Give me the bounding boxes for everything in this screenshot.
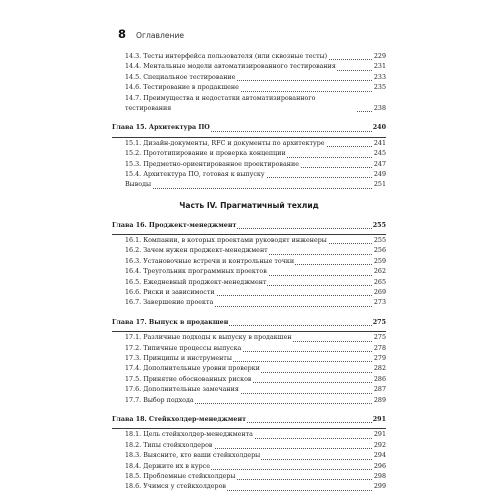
toc-section-entry bbox=[112, 278, 386, 288]
section-title bbox=[125, 298, 214, 308]
toc-section-entry bbox=[112, 246, 386, 256]
section-title bbox=[125, 257, 295, 267]
section-title-text: Цель стейкхолдер-менеджмента bbox=[143, 431, 253, 439]
section-title-text: Дополнительные замечания bbox=[143, 386, 239, 394]
toc-section-entry bbox=[112, 462, 386, 472]
section-number: 18.5. bbox=[125, 472, 142, 480]
page-ref: 249 bbox=[373, 170, 386, 180]
toc-section-entry bbox=[112, 354, 386, 364]
section-title-text: Различные подходы к выпуску в продакшен bbox=[143, 334, 292, 342]
section-number: 16.7. bbox=[125, 299, 142, 307]
section-title-text: Тесты интерфейса пользователя (или сквозные тесты) bbox=[143, 53, 328, 60]
section-title-text: Зачем нужен проджект-менеджмент bbox=[143, 247, 268, 255]
part-heading: Часть IV. Прагматичный техлид bbox=[179, 200, 319, 210]
section-title bbox=[125, 344, 242, 354]
toc-section-entry bbox=[112, 288, 386, 298]
page-ref: 282 bbox=[373, 364, 386, 374]
toc-section-entry bbox=[112, 333, 386, 343]
page-ref: 286 bbox=[373, 375, 386, 385]
section-title bbox=[125, 364, 261, 374]
page-ref: 275 bbox=[372, 318, 386, 328]
section-title-text: Установочные встречи и контрольные точки bbox=[143, 257, 295, 265]
page-ref: 229 bbox=[373, 52, 386, 62]
section-title bbox=[125, 451, 261, 461]
section-title-text: Типичные процессы выпуска bbox=[143, 344, 242, 352]
section-title-text: Прототипирование и проверка концепции bbox=[143, 150, 286, 158]
page-ref: 294 bbox=[373, 451, 386, 461]
section-title-text: Держите их в курсе bbox=[143, 462, 210, 470]
section-title-text: Принятие обоснованных рисков bbox=[143, 375, 252, 383]
page-ref: 298 bbox=[373, 472, 386, 482]
section-title bbox=[125, 170, 266, 180]
toc-section-entry bbox=[112, 170, 386, 180]
page-ref: 289 bbox=[373, 396, 386, 406]
section-title-text: Предметно-ориентированное проектирование bbox=[143, 160, 299, 168]
section-number: 14.3. bbox=[125, 53, 142, 60]
table-of-contents bbox=[112, 52, 386, 493]
section-title-text: Архитектура ПО, готовая к выпуску bbox=[143, 170, 265, 178]
section-title-text: Выясните, кто ваши стейкхолдеры bbox=[143, 452, 261, 460]
toc-section-entry bbox=[112, 375, 386, 385]
section-title bbox=[125, 472, 236, 482]
toc-section-entry bbox=[112, 149, 386, 159]
section-title-text: Принципы и инструменты bbox=[143, 355, 232, 362]
toc-chapter-entry bbox=[112, 123, 386, 133]
section-number: 17.2. bbox=[125, 344, 142, 352]
section-title-text: Компании, в которых проектами руководят инженеры bbox=[143, 237, 327, 245]
page-ref: 262 bbox=[373, 267, 386, 277]
toc-section-entry bbox=[112, 482, 386, 492]
section-title bbox=[125, 333, 293, 343]
section-number: 15.3. bbox=[125, 160, 142, 168]
toc-section-entry bbox=[112, 396, 386, 406]
chapter-rule bbox=[112, 428, 386, 429]
section-title-text: Специальное тестирование bbox=[143, 73, 236, 81]
page-ref: 278 bbox=[373, 344, 386, 354]
toc-chapter-entry bbox=[112, 318, 386, 328]
section-title bbox=[125, 385, 240, 395]
section-title bbox=[125, 149, 287, 159]
page-ref: 273 bbox=[373, 298, 386, 308]
section-title bbox=[125, 94, 356, 115]
section-title bbox=[125, 396, 195, 406]
page-ref: 240 bbox=[372, 123, 386, 133]
section-number: 18.6. bbox=[125, 483, 142, 491]
section-title-text: Завершение проекта bbox=[143, 299, 214, 307]
section-title bbox=[125, 52, 328, 62]
section-number: 17.1. bbox=[125, 334, 142, 342]
chapter-rule bbox=[112, 234, 386, 235]
section-number: 17.3. bbox=[125, 355, 142, 362]
page-ref: 251 bbox=[373, 180, 386, 190]
section-number: 17.6. bbox=[125, 386, 142, 394]
page-ref: 247 bbox=[373, 160, 386, 170]
toc-section-entry bbox=[112, 257, 386, 267]
chapter-rule bbox=[112, 137, 386, 138]
chapter-rule bbox=[112, 331, 386, 332]
chapter-title: Глава 15. Архитектура ПО bbox=[112, 123, 211, 133]
chapter-gap bbox=[112, 309, 386, 318]
section-title bbox=[125, 482, 227, 492]
page-ref: 233 bbox=[373, 73, 386, 83]
section-title bbox=[125, 83, 240, 93]
page-ref: 241 bbox=[373, 139, 386, 149]
section-number: 16.3. bbox=[125, 257, 142, 265]
section-number: 15.2. bbox=[125, 150, 142, 158]
toc-section-entry bbox=[112, 62, 386, 72]
toc-section-entry bbox=[112, 180, 386, 190]
section-number: 14.6. bbox=[125, 84, 142, 92]
toc-section-entry bbox=[112, 236, 386, 246]
section-title bbox=[125, 278, 267, 288]
section-number: 14.5. bbox=[125, 73, 142, 81]
page-ref: 291 bbox=[373, 430, 386, 440]
section-title-text: Риски и зависимости bbox=[143, 289, 215, 297]
section-title bbox=[125, 73, 236, 83]
toc-section-entry bbox=[112, 344, 386, 354]
section-title-text: Треугольник программных проектов bbox=[143, 268, 267, 276]
page-ref: 256 bbox=[373, 246, 386, 256]
page-ref: 255 bbox=[373, 236, 386, 246]
page-ref: 269 bbox=[373, 288, 386, 298]
section-title-text: Ежедневный проджект-менеджмент bbox=[143, 278, 267, 286]
running-title: Оглавление bbox=[136, 31, 185, 40]
chapter-gap bbox=[112, 406, 386, 415]
section-number: 17.5. bbox=[125, 375, 142, 383]
toc-section-entry bbox=[112, 441, 386, 451]
toc-section-entry bbox=[112, 94, 386, 115]
section-number: 18.1. bbox=[125, 431, 142, 439]
toc-section-entry bbox=[112, 364, 386, 374]
toc-section-entry bbox=[112, 430, 386, 440]
section-number: 18.3. bbox=[125, 452, 142, 460]
section-number: 17.7. bbox=[125, 396, 142, 404]
toc-section-entry bbox=[112, 298, 386, 308]
toc-chapter-entry bbox=[112, 415, 386, 425]
page-ref: 231 bbox=[373, 62, 386, 72]
toc-section-entry bbox=[112, 160, 386, 170]
chapter-title: Глава 16. Проджект-менеджмент bbox=[112, 221, 237, 231]
section-title-text: Ментальные модели автоматизированного тестирования bbox=[143, 63, 336, 71]
section-title-text: Преимущества и недостатки автоматизированного тестирования bbox=[125, 94, 316, 112]
section-number: 15.4. bbox=[125, 170, 142, 178]
toc-section-entry bbox=[112, 83, 386, 93]
dot-leader bbox=[125, 188, 374, 189]
section-title bbox=[125, 236, 328, 246]
section-title-text: Выбор подхода bbox=[143, 396, 194, 404]
section-number: 18.2. bbox=[125, 441, 142, 449]
section-title: Выводы bbox=[125, 180, 152, 190]
section-title-text: Дополнительные уровни проверки bbox=[143, 365, 260, 373]
section-title bbox=[125, 267, 268, 277]
toc-section-entry bbox=[112, 385, 386, 395]
section-number: 14.4. bbox=[125, 63, 142, 71]
toc-section-entry bbox=[112, 472, 386, 482]
section-title bbox=[125, 62, 337, 72]
page-ref: 279 bbox=[373, 354, 386, 364]
page-ref: 292 bbox=[373, 441, 386, 451]
page-ref: 296 bbox=[373, 462, 386, 472]
page-ref: 287 bbox=[373, 385, 386, 395]
section-title-text: Типы стейкхолдеров bbox=[143, 441, 213, 449]
page-number: 8 bbox=[118, 27, 127, 41]
section-title bbox=[125, 375, 252, 385]
section-number: 16.6. bbox=[125, 289, 142, 297]
toc-section-entry bbox=[112, 451, 386, 461]
page-ref: 265 bbox=[373, 278, 386, 288]
page-ref: 259 bbox=[373, 257, 386, 267]
section-title bbox=[125, 288, 216, 298]
toc-chapter-entry bbox=[112, 221, 386, 231]
section-title bbox=[125, 246, 269, 256]
section-number: 17.4. bbox=[125, 365, 142, 373]
page-ref: 245 bbox=[373, 149, 386, 159]
section-title-text: Проблемные стейкхолдеры bbox=[143, 472, 236, 480]
page-ref: 291 bbox=[372, 415, 386, 425]
section-title-text: Учимся у стейкхолдеров bbox=[143, 483, 226, 491]
section-title bbox=[125, 441, 214, 451]
section-title bbox=[125, 139, 326, 149]
toc-section-entry bbox=[112, 139, 386, 149]
section-title bbox=[125, 160, 300, 170]
page-ref: 299 bbox=[373, 482, 386, 492]
chapter-gap bbox=[112, 114, 386, 123]
section-title-text: Дизайн-документы, RFC и документы по архитектуре bbox=[143, 139, 325, 147]
section-number: 16.4. bbox=[125, 268, 142, 276]
section-number: 14.7. bbox=[125, 94, 142, 102]
page-ref: 275 bbox=[373, 333, 386, 343]
chapter-title: Глава 17. Выпуск в продакшен bbox=[112, 318, 229, 328]
running-head bbox=[118, 27, 184, 41]
section-title bbox=[125, 430, 254, 440]
section-number: 16.1. bbox=[125, 237, 142, 245]
section-number: 16.5. bbox=[125, 278, 142, 286]
section-title-text: Тестирование в продакшене bbox=[143, 84, 239, 92]
chapter-title: Глава 18. Стейкхолдер-менеджмент bbox=[112, 415, 247, 425]
section-title bbox=[125, 354, 233, 364]
section-number: 16.2. bbox=[125, 247, 142, 255]
section-number: 18.4. bbox=[125, 462, 142, 470]
section-title bbox=[125, 462, 211, 472]
toc-section-entry bbox=[112, 52, 386, 62]
page-ref: 235 bbox=[373, 83, 386, 93]
page-ref: 238 bbox=[373, 104, 386, 114]
section-number: 15.1. bbox=[125, 139, 142, 147]
toc-section-entry bbox=[112, 267, 386, 277]
page-ref: 255 bbox=[372, 221, 386, 231]
toc-section-entry bbox=[112, 73, 386, 83]
